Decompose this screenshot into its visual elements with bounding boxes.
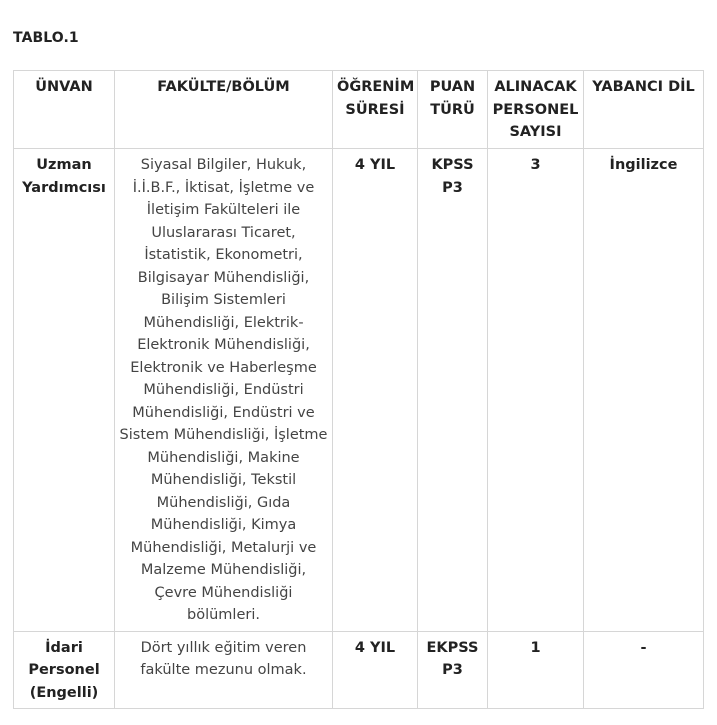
- cell-puan-turu: EKPSS P3: [418, 631, 488, 709]
- table-header-row: [14, 71, 704, 149]
- cell-personel-sayisi: 1: [488, 631, 584, 709]
- header-fakulte-bolum: FAKÜLTE/BÖLÜM: [115, 71, 333, 149]
- table-caption: TABLO.1: [13, 30, 79, 46]
- cell-ogrenim-suresi: 4 YIL: [333, 631, 418, 709]
- cell-unvan: İdari Personel (Engelli): [14, 631, 115, 709]
- cell-puan-turu: KPSS P3: [418, 149, 488, 632]
- cell-yabanci-dil: -: [584, 631, 704, 709]
- header-unvan: ÜNVAN: [14, 71, 115, 149]
- positions-table: [13, 70, 704, 709]
- cell-personel-sayisi: 3: [488, 149, 584, 632]
- cell-ogrenim-suresi: 4 YIL: [333, 149, 418, 632]
- header-puan-turu: PUAN TÜRÜ: [418, 71, 488, 149]
- header-personel-sayisi: ALINACAK PERSONEL SAYISI: [488, 71, 584, 149]
- cell-fakulte-bolum: Dört yıllık eğitim veren fakülte mezunu olmak.: [115, 631, 333, 709]
- table-row: [14, 149, 704, 632]
- header-ogrenim-suresi: ÖĞRENİM SÜRESİ: [333, 71, 418, 149]
- header-yabanci-dil: YABANCI DİL: [584, 71, 704, 149]
- cell-yabanci-dil: İngilizce: [584, 149, 704, 632]
- cell-fakulte-bolum: Siyasal Bilgiler, Hukuk, İ.İ.B.F., İktisat, İşletme ve İletişim Fakülteleri ile Uluslararası Ticaret, İstatistik, Ekonometri, Bilgisayar Mühendisliği, Bilişim Sistemleri Mühendisliği, Elektrik-Elektronik Mühendisliği, Elektronik ve Haberleşme Mühendisliği, Endüstri Mühendisliği, Endüstri ve Sistem Mühendisliği, İşletme Mühendisliği, Makine Mühendisliği, Tekstil Mühendisliği, Gıda Mühendisliği, Kimya Mühendisliği, Metalurji ve Malzeme Mühendisliği, Çevre Mühendisliği bölümleri.: [115, 149, 333, 632]
- table-row: [14, 631, 704, 709]
- cell-unvan: Uzman Yardımcısı: [14, 149, 115, 632]
